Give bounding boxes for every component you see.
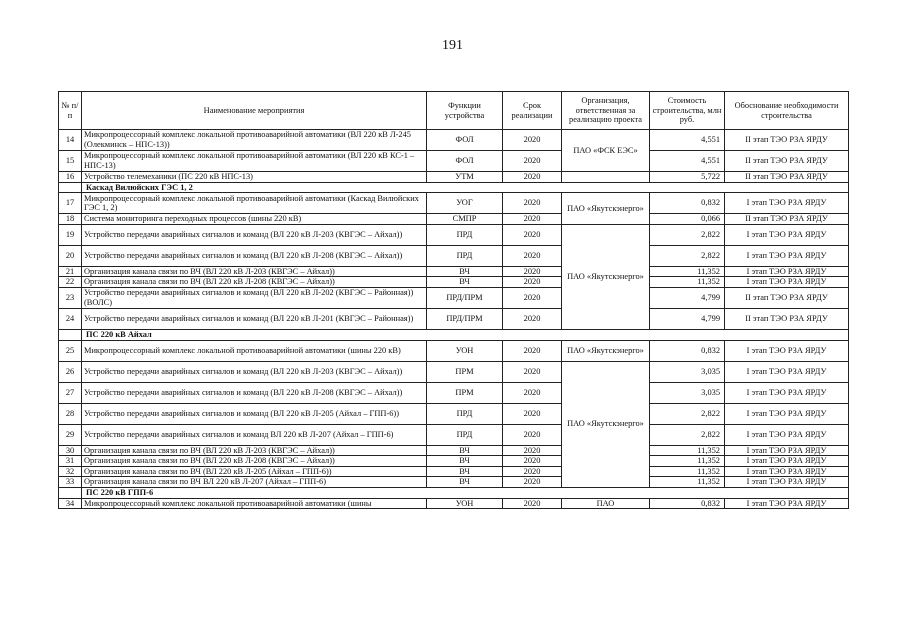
table-row	[59, 172, 849, 183]
row-name: Организация канала связи по ВЧ (ВЛ 220 кВ Л-208 (КВГЭС – Айхал))	[82, 456, 427, 467]
row-cost: 11,352	[650, 466, 725, 477]
row-cost: 4,551	[650, 151, 725, 172]
row-function: ПРД	[427, 424, 503, 445]
row-term: 2020	[503, 477, 562, 488]
row-term: 2020	[503, 214, 562, 225]
row-num: 27	[59, 382, 82, 403]
row-term: 2020	[503, 466, 562, 477]
row-function: УОН	[427, 340, 503, 361]
row-cost: 0,832	[650, 340, 725, 361]
row-term: 2020	[503, 277, 562, 288]
section-title: Каскад Вилюйских ГЭС 1, 2	[82, 182, 849, 193]
row-cost: 2,822	[650, 224, 725, 245]
section-title: ПС 220 кВ ГПП-6	[82, 487, 849, 498]
table-row	[59, 456, 849, 467]
table-row	[59, 193, 849, 214]
row-basis: I этап ТЭО РЗА ЯРДУ	[725, 466, 849, 477]
row-function: СМПР	[427, 214, 503, 225]
header-function: Функции устройства	[427, 92, 503, 130]
table-row	[59, 340, 849, 361]
row-cost: 0,066	[650, 214, 725, 225]
table-row	[59, 277, 849, 288]
row-num: 20	[59, 245, 82, 266]
row-org: ПАО «Якутскэнерго»	[562, 361, 650, 487]
row-term: 2020	[503, 172, 562, 183]
row-name: Организация канала связи по ВЧ (ВЛ 220 кВ Л-203 (КВГЭС – Айхал))	[82, 445, 427, 456]
row-basis: I этап ТЭО РЗА ЯРДУ	[725, 456, 849, 467]
row-num: 19	[59, 224, 82, 245]
row-function: ФОЛ	[427, 151, 503, 172]
row-org: ПАО «ФСК ЕЭС»	[562, 130, 650, 172]
row-name: Устройство передачи аварийных сигналов и команд (ВЛ 220 кВ Л-208 (КВГЭС – Айхал))	[82, 245, 427, 266]
table-row	[59, 424, 849, 445]
row-term: 2020	[503, 308, 562, 329]
row-term: 2020	[503, 245, 562, 266]
row-term: 2020	[503, 224, 562, 245]
row-cost: 11,352	[650, 277, 725, 288]
row-name: Устройство передачи аварийных сигналов и команд ВЛ 220 кВ Л-207 (Айхал – ГПП-6)	[82, 424, 427, 445]
row-name: Устройство передачи аварийных сигналов и команд (ВЛ 220 кВ Л-208 (КВГЭС – Айхал))	[82, 382, 427, 403]
row-cost: 4,799	[650, 308, 725, 329]
row-basis: II этап ТЭО РЗА ЯРДУ	[725, 287, 849, 308]
row-num: 18	[59, 214, 82, 225]
row-basis: I этап ТЭО РЗА ЯРДУ	[725, 245, 849, 266]
row-function: ПРД	[427, 245, 503, 266]
section-spacer	[59, 329, 82, 340]
row-name: Устройство телемеханики (ПС 220 кВ НПС-13)	[82, 172, 427, 183]
row-num: 15	[59, 151, 82, 172]
row-name: Устройство передачи аварийных сигналов и команд (ВЛ 220 кВ Л-203 (КВГЭС – Айхал))	[82, 224, 427, 245]
table-row	[59, 224, 849, 245]
row-basis: I этап ТЭО РЗА ЯРДУ	[725, 224, 849, 245]
row-num: 32	[59, 466, 82, 477]
row-name: Система мониторинга переходных процессов (шины 220 кВ)	[82, 214, 427, 225]
row-name: Микропроцессорный комплекс локальной противоаварийной автоматики (Каскад Вилюйских ГЭС 1, 2)	[82, 193, 427, 214]
row-function: ВЧ	[427, 277, 503, 288]
row-cost: 3,035	[650, 361, 725, 382]
section-row	[59, 487, 849, 498]
row-cost: 11,352	[650, 266, 725, 277]
row-cost: 2,822	[650, 424, 725, 445]
row-function: ВЧ	[427, 466, 503, 477]
row-name: Устройство передачи аварийных сигналов и команд (ВЛ 220 кВ Л-202 (КВГЭС – Районная)) (ВОЛС)	[82, 287, 427, 308]
row-basis: II этап ТЭО РЗА ЯРДУ	[725, 214, 849, 225]
page-number: 191	[442, 38, 463, 53]
row-term: 2020	[503, 403, 562, 424]
row-basis: I этап ТЭО РЗА ЯРДУ	[725, 361, 849, 382]
table-row	[59, 287, 849, 308]
row-name: Устройство передачи аварийных сигналов и команд (ВЛ 220 кВ Л-205 (Айхал – ГПП-6))	[82, 403, 427, 424]
row-term: 2020	[503, 456, 562, 467]
row-function: ПРД/ПРМ	[427, 287, 503, 308]
row-org: ПАО	[562, 498, 650, 509]
row-num: 26	[59, 361, 82, 382]
row-cost: 0,832	[650, 498, 725, 509]
section-title: ПС 220 кВ Айхал	[82, 329, 849, 340]
row-function: ПРД	[427, 403, 503, 424]
table-row	[59, 308, 849, 329]
table-row	[59, 466, 849, 477]
row-term: 2020	[503, 382, 562, 403]
row-name: Микропроцессорный комплекс локальной противоаварийной автоматики (шины	[82, 498, 427, 509]
row-name: Устройство передачи аварийных сигналов и команд (ВЛ 220 кВ Л-201 (КВГЭС – Районная))	[82, 308, 427, 329]
row-org: ПАО «Якутскэнерго»	[562, 193, 650, 225]
row-name: Микропроцессорный комплекс локальной противоаварийной автоматики (ВЛ 220 кВ КС-1 – НПС-13)	[82, 151, 427, 172]
row-num: 34	[59, 498, 82, 509]
table-row	[59, 498, 849, 509]
table-row	[59, 214, 849, 225]
row-name: Организация канала связи по ВЧ (ВЛ 220 кВ Л-203 (КВГЭС – Айхал))	[82, 266, 427, 277]
table-row	[59, 361, 849, 382]
row-num: 30	[59, 445, 82, 456]
row-basis: I этап ТЭО РЗА ЯРДУ	[725, 277, 849, 288]
row-term: 2020	[503, 151, 562, 172]
section-row	[59, 182, 849, 193]
row-basis: I этап ТЭО РЗА ЯРДУ	[725, 445, 849, 456]
row-cost: 4,799	[650, 287, 725, 308]
row-num: 25	[59, 340, 82, 361]
row-name: Организация канала связи по ВЧ (ВЛ 220 кВ Л-205 (Айхал – ГПП-6))	[82, 466, 427, 477]
row-term: 2020	[503, 361, 562, 382]
row-cost: 4,551	[650, 130, 725, 151]
header-name: Наименование мероприятия	[82, 92, 427, 130]
row-function: УТМ	[427, 172, 503, 183]
row-function: ПРМ	[427, 382, 503, 403]
header-cost: Стоимость строительства, млн руб.	[650, 92, 725, 130]
row-basis: II этап ТЭО РЗА ЯРДУ	[725, 308, 849, 329]
row-function: ПРД	[427, 224, 503, 245]
section-row	[59, 329, 849, 340]
row-cost: 3,035	[650, 382, 725, 403]
header-org: Организация, ответственная за реализацию проекта	[562, 92, 650, 130]
header-num: № п/п	[59, 92, 82, 130]
row-basis: I этап ТЭО РЗА ЯРДУ	[725, 403, 849, 424]
header-row	[59, 92, 849, 130]
row-num: 29	[59, 424, 82, 445]
row-basis: I этап ТЭО РЗА ЯРДУ	[725, 477, 849, 488]
row-cost: 11,352	[650, 445, 725, 456]
row-cost: 2,822	[650, 403, 725, 424]
table-row	[59, 382, 849, 403]
row-cost: 11,352	[650, 477, 725, 488]
row-function: ФОЛ	[427, 130, 503, 151]
row-term: 2020	[503, 424, 562, 445]
row-term: 2020	[503, 340, 562, 361]
row-function: ВЧ	[427, 477, 503, 488]
measures-table	[58, 91, 849, 509]
section-spacer	[59, 487, 82, 498]
row-cost: 5,722	[650, 172, 725, 183]
row-name: Микропроцессорный комплекс локальной противоаварийной автоматики (шины 220 кВ)	[82, 340, 427, 361]
table-row	[59, 151, 849, 172]
row-term: 2020	[503, 130, 562, 151]
row-num: 24	[59, 308, 82, 329]
row-basis: I этап ТЭО РЗА ЯРДУ	[725, 340, 849, 361]
row-num: 14	[59, 130, 82, 151]
table-row	[59, 266, 849, 277]
row-function: УОГ	[427, 193, 503, 214]
row-term: 2020	[503, 498, 562, 509]
row-term: 2020	[503, 445, 562, 456]
row-basis: I этап ТЭО РЗА ЯРДУ	[725, 382, 849, 403]
row-basis: I этап ТЭО РЗА ЯРДУ	[725, 193, 849, 214]
row-basis: II этап ТЭО РЗА ЯРДУ	[725, 130, 849, 151]
row-org: ПАО «Якутскэнерго»	[562, 340, 650, 361]
row-name: Устройство передачи аварийных сигналов и команд (ВЛ 220 кВ Л-203 (КВГЭС – Айхал))	[82, 361, 427, 382]
row-term: 2020	[503, 266, 562, 277]
row-function: УОН	[427, 498, 503, 509]
row-function: ПРМ	[427, 361, 503, 382]
row-num: 16	[59, 172, 82, 183]
row-cost: 2,822	[650, 245, 725, 266]
row-function: ВЧ	[427, 266, 503, 277]
row-org: ПАО «Якутскэнерго»	[562, 224, 650, 329]
row-basis: I этап ТЭО РЗА ЯРДУ	[725, 424, 849, 445]
row-num: 31	[59, 456, 82, 467]
row-basis: I этап ТЭО РЗА ЯРДУ	[725, 266, 849, 277]
row-name: Микропроцессорный комплекс локальной противоаварийной автоматики (ВЛ 220 кВ Л-245 (Олекминск – НПС-13))	[82, 130, 427, 151]
row-cost: 0,832	[650, 193, 725, 214]
row-num: 33	[59, 477, 82, 488]
row-basis: II этап ТЭО РЗА ЯРДУ	[725, 151, 849, 172]
table-row	[59, 245, 849, 266]
row-org	[562, 172, 650, 183]
row-num: 22	[59, 277, 82, 288]
row-num: 17	[59, 193, 82, 214]
header-term: Срок реализации	[503, 92, 562, 130]
table-row	[59, 403, 849, 424]
row-num: 23	[59, 287, 82, 308]
row-function: ВЧ	[427, 456, 503, 467]
row-basis: I этап ТЭО РЗА ЯРДУ	[725, 498, 849, 509]
table-row	[59, 445, 849, 456]
row-function: ПРД/ПРМ	[427, 308, 503, 329]
section-spacer	[59, 182, 82, 193]
row-cost: 11,352	[650, 456, 725, 467]
row-term: 2020	[503, 287, 562, 308]
row-name: Организация канала связи по ВЧ (ВЛ 220 кВ Л-208 (КВГЭС – Айхал))	[82, 277, 427, 288]
row-num: 28	[59, 403, 82, 424]
table-row	[59, 477, 849, 488]
row-num: 21	[59, 266, 82, 277]
row-function: ВЧ	[427, 445, 503, 456]
row-name: Организация канала связи по ВЧ ВЛ 220 кВ Л-207 (Айхал – ГПП-6)	[82, 477, 427, 488]
header-basis: Обоснование необходимости строительства	[725, 92, 849, 130]
row-term: 2020	[503, 193, 562, 214]
row-basis: II этап ТЭО РЗА ЯРДУ	[725, 172, 849, 183]
table-row	[59, 130, 849, 151]
